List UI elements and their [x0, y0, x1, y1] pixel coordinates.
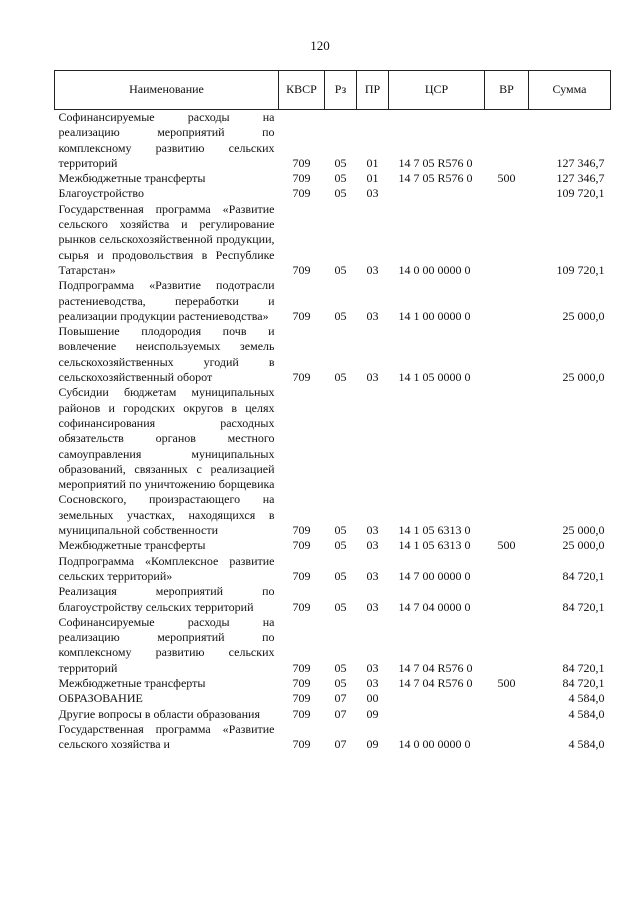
row-name: Государственная программа «Развитие сельского хозяйства и регулирование рынков сельскохозяйственной продукции, сырья и продовольствия в Республике Татарстан»: [58, 201, 275, 277]
row-csr: 14 7 04 R576 0: [398, 675, 473, 690]
row-name: Межбюджетные трансферты: [58, 171, 206, 186]
row-sum: 127 346,7: [556, 171, 605, 186]
table-row: [55, 202, 611, 278]
row-sum: 25 000,0: [562, 523, 605, 538]
header-name: Наименование: [55, 71, 279, 110]
header-pr: ПР: [357, 71, 389, 110]
row-rz: 07: [334, 691, 347, 706]
row-vr: [485, 707, 529, 722]
row-vr: [485, 186, 529, 201]
row-vr: [485, 385, 529, 538]
row-rz: 05: [334, 262, 347, 277]
header-kvsr: КВСР: [279, 71, 325, 110]
table-row: [55, 584, 611, 615]
row-csr: 14 1 00 0000 0: [398, 308, 471, 323]
row-name: Подпрограмма «Развитие подотрасли растениеводства, переработки и реализации продукции растениеводства»: [58, 278, 275, 323]
row-rz: 05: [334, 660, 347, 675]
row-kvsr: 709: [292, 675, 311, 690]
row-pr: 03: [366, 262, 379, 277]
row-rz: 07: [334, 737, 347, 752]
table-row: [55, 554, 611, 585]
row-rz: 05: [334, 568, 347, 583]
row-pr: 03: [366, 568, 379, 583]
row-csr: 14 7 05 R576 0: [398, 155, 473, 170]
table-body: [55, 110, 611, 753]
row-pr: 01: [366, 171, 379, 186]
row-pr: 03: [366, 523, 379, 538]
row-kvsr: 709: [292, 568, 311, 583]
row-csr: [389, 186, 485, 201]
row-rz: 05: [334, 599, 347, 614]
row-kvsr: 709: [292, 691, 311, 706]
row-sum: 84 720,1: [562, 660, 605, 675]
row-vr: [485, 278, 529, 324]
row-vr: [485, 722, 529, 753]
table-row: [55, 538, 611, 553]
row-name: Субсидии бюджетам муниципальных районов и городских округов в целях софинансирования расходных обязательств органов местного самоуправления муниципальных образований, связанных с реализацией мероприятий по уничтожению борщевика Сосновского, произрастающего на земельных участках, находящихся в муниципальной собственности: [58, 385, 275, 538]
row-pr: 03: [366, 308, 379, 323]
row-name: Межбюджетные трансферты: [58, 538, 206, 553]
row-kvsr: 709: [292, 599, 311, 614]
table-row: [55, 278, 611, 324]
row-vr: [485, 324, 529, 385]
row-csr: 14 7 04 R576 0: [398, 660, 473, 675]
row-vr: 500: [497, 538, 516, 553]
header-sum: Сумма: [529, 71, 611, 110]
row-kvsr: 709: [292, 186, 311, 201]
row-rz: 07: [334, 706, 347, 721]
row-rz: 05: [334, 308, 347, 323]
row-pr: 03: [366, 660, 379, 675]
table-row: [55, 615, 611, 676]
row-csr: [389, 691, 485, 706]
row-sum: 25 000,0: [562, 370, 605, 385]
table-row: [55, 691, 611, 706]
row-sum: 25 000,0: [562, 538, 605, 553]
row-kvsr: 709: [292, 538, 311, 553]
row-rz: 05: [334, 370, 347, 385]
page-number: 120: [310, 38, 330, 53]
row-csr: 14 7 00 0000 0: [398, 568, 471, 583]
row-name: Подпрограмма «Комплексное развитие сельских территорий»: [58, 553, 275, 583]
row-csr: 14 1 05 6313 0: [398, 538, 471, 553]
header-csr: ЦСР: [389, 71, 485, 110]
row-csr: 14 7 05 R576 0: [398, 171, 473, 186]
row-vr: [485, 615, 529, 676]
row-sum: 109 720,1: [556, 186, 605, 201]
table-row: [55, 171, 611, 186]
row-kvsr: 709: [292, 660, 311, 675]
row-sum: 127 346,7: [556, 155, 605, 170]
row-name: Софинансируемые расходы на реализацию мероприятий по комплексному развитию сельских территорий: [58, 614, 275, 675]
row-pr: 03: [366, 370, 379, 385]
row-kvsr: 709: [292, 737, 311, 752]
row-rz: 05: [334, 155, 347, 170]
row-sum: 109 720,1: [556, 262, 605, 277]
row-kvsr: 709: [292, 706, 311, 721]
table-row: [55, 186, 611, 201]
row-vr: [485, 691, 529, 706]
row-pr: 01: [366, 155, 379, 170]
row-name: Межбюджетные трансферты: [58, 675, 206, 690]
table-row: [55, 385, 611, 538]
row-kvsr: 709: [292, 155, 311, 170]
table-row: [55, 722, 611, 753]
table-row: [55, 324, 611, 385]
row-rz: 05: [334, 538, 347, 553]
row-name: Другие вопросы в области образования: [58, 706, 260, 721]
row-sum: 4 584,0: [568, 737, 605, 752]
row-kvsr: 709: [292, 171, 311, 186]
row-name: Государственная программа «Развитие сельского хозяйства и: [58, 721, 275, 752]
table-header: [55, 71, 611, 110]
row-sum: 25 000,0: [562, 308, 605, 323]
row-vr: [485, 554, 529, 585]
table-row: [55, 676, 611, 691]
row-sum: 84 720,1: [562, 599, 605, 614]
row-name: Повышение плодородия почв и вовлечение неиспользуемых земель сельскохозяйственных угодий в сельскохозяйственный оборот: [58, 324, 275, 385]
budget-table: [54, 70, 611, 752]
row-pr: 03: [366, 599, 379, 614]
row-sum: 4 584,0: [568, 691, 605, 706]
row-csr: [389, 707, 485, 722]
row-vr: [485, 584, 529, 615]
row-rz: 05: [334, 171, 347, 186]
row-vr: 500: [497, 675, 516, 690]
row-sum: 84 720,1: [562, 675, 605, 690]
row-pr: 00: [366, 691, 379, 706]
row-pr: 03: [366, 186, 379, 201]
table-row: [55, 707, 611, 722]
row-pr: 03: [366, 675, 379, 690]
row-kvsr: 709: [292, 370, 311, 385]
row-pr: 09: [366, 737, 379, 752]
row-name: Софинансируемые расходы на реализацию мероприятий по комплексному развитию сельских территорий: [58, 110, 275, 170]
row-name: ОБРАЗОВАНИЕ: [58, 691, 143, 706]
row-rz: 05: [334, 186, 347, 201]
row-pr: 03: [366, 538, 379, 553]
row-csr: 14 0 00 0000 0: [398, 737, 471, 752]
row-name: Реализация мероприятий по благоустройству сельских территорий: [58, 584, 275, 614]
row-name: Благоустройство: [58, 186, 145, 201]
row-csr: 14 0 00 0000 0: [398, 262, 471, 277]
row-csr: 14 1 05 0000 0: [398, 370, 471, 385]
row-vr: 500: [497, 171, 516, 186]
row-rz: 05: [334, 523, 347, 538]
row-kvsr: 709: [292, 262, 311, 277]
row-vr: [485, 110, 529, 172]
row-kvsr: 709: [292, 523, 311, 538]
row-sum: 84 720,1: [562, 568, 605, 583]
row-vr: [485, 202, 529, 278]
header-vr: ВР: [485, 71, 529, 110]
row-kvsr: 709: [292, 308, 311, 323]
row-sum: 4 584,0: [568, 706, 605, 721]
table-row: [55, 110, 611, 172]
header-rz: Рз: [325, 71, 357, 110]
row-rz: 05: [334, 675, 347, 690]
row-pr: 09: [366, 706, 379, 721]
row-csr: 14 1 05 6313 0: [398, 523, 471, 538]
row-csr: 14 7 04 0000 0: [398, 599, 471, 614]
